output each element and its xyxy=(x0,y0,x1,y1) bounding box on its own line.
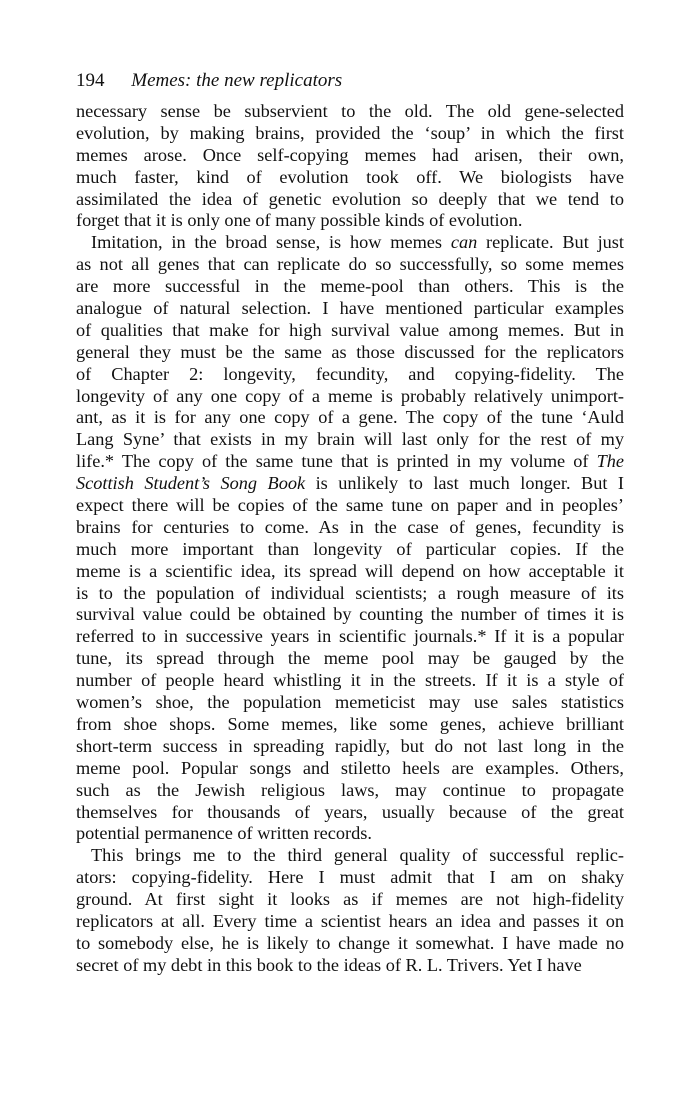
text-line xyxy=(76,714,624,736)
text-segment: from shoe shops. Some memes, like some genes, achieve brilliant xyxy=(76,713,624,734)
text-line xyxy=(76,101,624,123)
text-segment: Lang Syne’ that exists in my brain will last only for the rest of my xyxy=(76,429,624,450)
text-segment: ators: copying-fidelity. Here I must admit that I am on shaky xyxy=(76,867,624,888)
text-line xyxy=(76,298,624,320)
text-line xyxy=(76,407,624,429)
running-title: Memes: the new replicators xyxy=(131,70,343,91)
text-line xyxy=(76,955,624,977)
text-segment: longevity of any one copy of a meme is probably relatively unimport- xyxy=(76,385,624,406)
text-line xyxy=(76,473,624,495)
text-line xyxy=(76,232,624,254)
text-segment: much faster, kind of evolution took off. We biologists have xyxy=(76,166,624,187)
body-text xyxy=(76,101,624,977)
text-line xyxy=(76,561,624,583)
text-line xyxy=(76,670,624,692)
text-line xyxy=(76,517,624,539)
text-line xyxy=(76,626,624,648)
text-line xyxy=(76,386,624,408)
text-segment: replicate. But just xyxy=(477,232,624,253)
text-segment: tune, its spread through the meme pool may be gauged by the xyxy=(76,648,624,669)
text-line xyxy=(76,320,624,342)
text-segment: life.* The copy of the same tune that is printed in my volume of xyxy=(76,451,597,472)
text-line xyxy=(76,495,624,517)
text-line xyxy=(76,254,624,276)
text-segment: secret of my debt in this book to the ideas of R. L. Trivers. Yet I have xyxy=(76,954,582,975)
text-line xyxy=(76,867,624,889)
text-segment: evolution, by making brains, provided the ‘soup’ in which the first xyxy=(76,122,624,143)
running-head xyxy=(76,68,636,94)
text-segment: of Chapter 2: longevity, fecundity, and copying-fidelity. The xyxy=(76,363,624,384)
text-segment: Imitation, in the broad sense, is how memes xyxy=(91,232,451,253)
text-line xyxy=(76,736,624,758)
text-segment: are more successful in the meme-pool than others. This is the xyxy=(76,276,624,297)
text-line xyxy=(76,911,624,933)
text-segment: expect there will be copies of the same tune on paper and in peoples’ xyxy=(76,495,624,516)
text-segment: ground. At first sight it looks as if memes are not high-fidelity xyxy=(76,889,624,910)
text-line xyxy=(76,802,624,824)
text-segment: to somebody else, he is likely to change it somewhat. I have made no xyxy=(76,932,624,953)
text-line xyxy=(76,933,624,955)
text-line xyxy=(76,167,624,189)
text-segment: necessary sense be subservient to the old. The old gene-selected xyxy=(76,101,624,121)
text-segment: ant, as it is for any one copy of a gene. The copy of the tune ‘Auld xyxy=(76,407,624,428)
text-line xyxy=(76,451,624,473)
text-segment: forget that it is only one of many possible kinds of evolution. xyxy=(76,210,523,231)
text-line xyxy=(76,780,624,802)
text-segment: meme pool. Popular songs and stiletto heels are examples. Others, xyxy=(76,757,624,778)
text-segment: is to the population of individual scientists; a rough measure of its xyxy=(76,582,624,603)
text-line xyxy=(76,758,624,780)
text-segment: brains for centuries to come. As in the case of genes, fecundity is xyxy=(76,516,624,537)
text-segment: meme is a scientific idea, its spread will depend on how acceptable it xyxy=(76,560,624,581)
text-segment: replicators at all. Every time a scientist hears an idea and passes it on xyxy=(76,910,624,931)
page-number: 194 xyxy=(76,70,105,91)
text-line xyxy=(76,123,624,145)
text-line xyxy=(76,276,624,298)
text-segment: is unlikely to last much longer. But I xyxy=(305,473,624,494)
text-segment: analogue of natural selection. I have mentioned particular examples xyxy=(76,298,624,319)
text-line xyxy=(76,189,624,211)
text-segment: assimilated the idea of genetic evolution so deeply that we tend to xyxy=(76,188,624,209)
text-line xyxy=(76,539,624,561)
text-segment: general they must be the same as those discussed for the replicators xyxy=(76,341,624,362)
text-line xyxy=(76,583,624,605)
text-line xyxy=(76,342,624,364)
text-segment: memes arose. Once self-copying memes had arisen, their own, xyxy=(76,144,624,165)
text-segment: themselves for thousands of years, usually because of the great xyxy=(76,801,624,822)
text-segment: much more important than longevity of particular copies. If the xyxy=(76,538,624,559)
text-segment: number of people heard whistling it in the streets. If it is a style of xyxy=(76,670,624,691)
text-line xyxy=(76,604,624,626)
text-segment: of qualities that make for high survival value among memes. But in xyxy=(76,319,624,340)
text-segment: potential permanence of written records. xyxy=(76,823,372,844)
text-line xyxy=(76,648,624,670)
text-segment: as not all genes that can replicate do so successfully, so some memes xyxy=(76,254,624,275)
text-line xyxy=(76,145,624,167)
text-line xyxy=(76,210,624,232)
text-line xyxy=(76,364,624,386)
text-line xyxy=(76,692,624,714)
text-segment: referred to in successive years in scientific journals.* If it is a popular xyxy=(76,626,624,647)
text-line xyxy=(76,845,624,867)
text-segment: women’s shoe, the population memeticist may use sales statistics xyxy=(76,692,624,713)
text-line xyxy=(76,889,624,911)
text-segment: such as the Jewish religious laws, may continue to propagate xyxy=(76,779,624,800)
text-segment: survival value could be obtained by counting the number of times it is xyxy=(76,604,624,625)
text-segment: short-term success in spreading rapidly, but do not last long in the xyxy=(76,735,624,756)
italic-text-segment: Scottish Student’s Song Book xyxy=(76,473,306,494)
italic-text-segment: The xyxy=(596,451,624,472)
text-segment: This brings me to the third general quality of successful replic- xyxy=(91,845,624,866)
text-line xyxy=(76,823,624,845)
italic-text-segment: can xyxy=(450,232,478,253)
text-line xyxy=(76,429,624,451)
